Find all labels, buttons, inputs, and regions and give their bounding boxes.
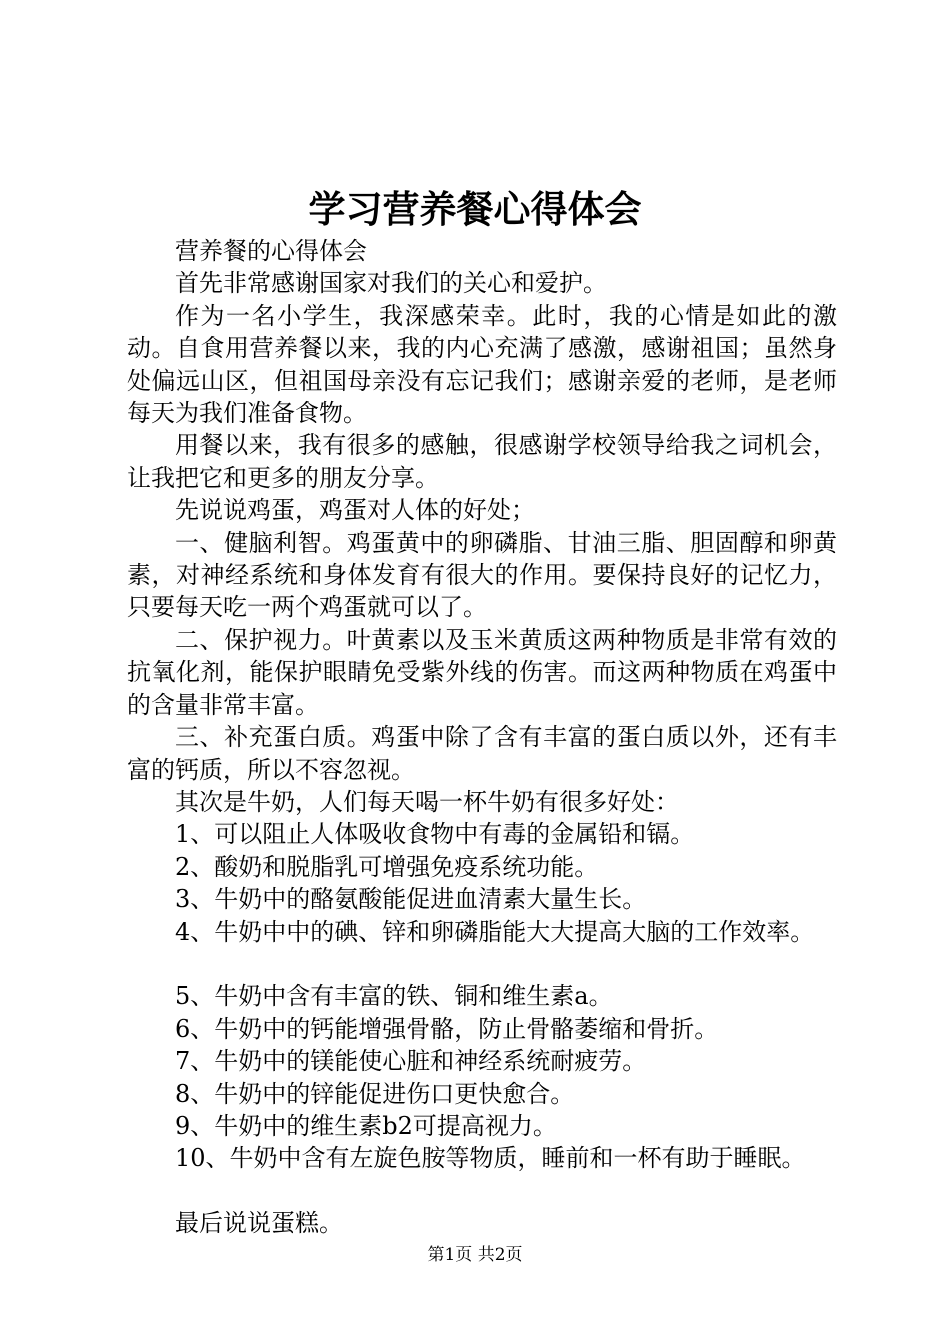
paragraph-egg-benefit-3: 三、补充蛋白质。鸡蛋中除了含有丰富的蛋白质以外，还有丰富的钙质，所以不容忽视。 — [127, 723, 837, 784]
blank-line — [127, 948, 837, 980]
milk-benefit-item: 9、牛奶中的维生素b2可提高视力。 — [175, 1111, 557, 1140]
milk-benefit-item: 2、酸奶和脱脂乳可增强免疫系统功能。 — [175, 852, 599, 881]
page-footer: 第1页 共2页 — [427, 1245, 523, 1265]
paragraph-egg-benefit-2: 二、保护视力。叶黄素以及玉米黄质这两种物质是非常有效的抗氧化剂，能保护眼睛免受紫外线的伤害。而这两种物质在鸡蛋中的含量非常丰富。 — [127, 625, 837, 719]
paragraph-egg-benefit-1: 一、健脑利智。鸡蛋黄中的卵磷脂、甘油三脂、胆固醇和卵黄素，对神经系统和身体发育有很大的作用。要保持良好的记忆力，只要每天吃一两个鸡蛋就可以了。 — [127, 528, 837, 622]
paragraph-closing: 最后说说蛋糕。 — [175, 1209, 343, 1238]
milk-benefit-item: 8、牛奶中的锌能促进伤口更快愈合。 — [175, 1079, 575, 1108]
milk-benefit-item: 6、牛奶中的钙能增强骨骼，防止骨骼萎缩和骨折。 — [175, 1014, 719, 1043]
document-body — [127, 235, 837, 1240]
milk-benefit-item: 4、牛奶中中的碘、锌和卵磷脂能大大提高大脑的工作效率。 — [175, 917, 815, 946]
milk-benefit-item: 5、牛奶中含有丰富的铁、铜和维生素a。 — [175, 982, 613, 1011]
paragraph-thanks: 首先非常感谢国家对我们的关心和爱护。 — [175, 269, 607, 298]
document-title: 学习营养餐心得体会 — [308, 187, 642, 231]
blank-line — [127, 1175, 837, 1207]
milk-benefit-item: 1、可以阻止人体吸收食物中有毒的金属铅和镉。 — [175, 820, 695, 849]
milk-benefit-item: 3、牛奶中的酪氨酸能促进血清素大量生长。 — [175, 885, 647, 914]
milk-benefit-item: 7、牛奶中的镁能使心脏和神经系统耐疲劳。 — [175, 1047, 647, 1076]
paragraph-feelings: 用餐以来，我有很多的感触，很感谢学校领导给我之词机会，让我把它和更多的朋友分享。 — [127, 431, 837, 492]
paragraph-intro: 作为一名小学生，我深感荣幸。此时，我的心情是如此的激动。自食用营养餐以来，我的内心充满了感激，感谢祖国；虽然身处偏远山区，但祖国母亲没有忘记我们；感谢亲爱的老师，是老师每天为我们准备食物。 — [127, 301, 837, 428]
milk-benefit-item: 10、牛奶中含有左旋色胺等物质，睡前和一杯有助于睡眠。 — [175, 1144, 806, 1173]
paragraph-heading: 营养餐的心得体会 — [175, 237, 367, 265]
paragraph-milk-intro: 其次是牛奶，人们每天喝一杯牛奶有很多好处： — [175, 787, 679, 816]
paragraph-egg-intro: 先说说鸡蛋，鸡蛋对人体的好处； — [175, 496, 535, 525]
